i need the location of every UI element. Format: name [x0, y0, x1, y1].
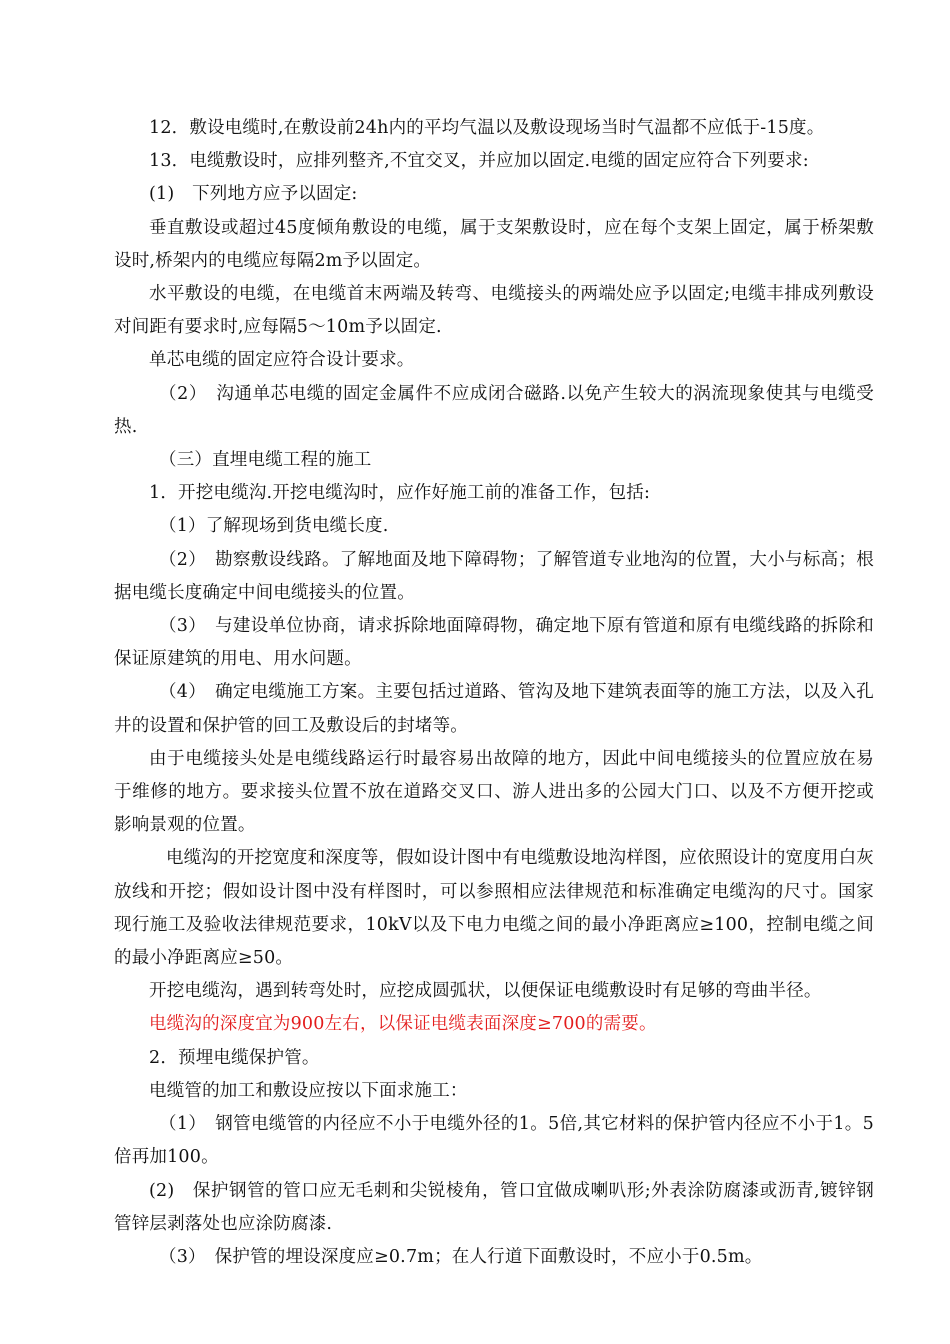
- paragraph-19: 电缆管的加工和敷设应按以下面求施工：: [149, 1080, 468, 1101]
- paragraph-14: 由于电缆接头处是电缆线路运行时最容易出故障的地方，因此中间电缆接头的位置应放在易于维修的地方。要求接头位置不放在道路交叉口、游人进出多的公园大门口、以及不方便开挖或影响景观的位置。: [114, 748, 874, 836]
- paragraph-18: 2．预埋电缆保护管。: [149, 1047, 320, 1068]
- paragraph-15: 电缆沟的开挖宽度和深度等，假如设计图中有电缆敷设地沟样图，应依照设计的宽度用白灰放线和开挖；假如设计图中没有样图时，可以参照相应法律规范和标准确定电缆沟的尺寸。国家现行施工及验收法律规范要求，10kV以及下电力电缆之间的最小净距离应≥100，控制电缆之间的最小净距离应≥50。: [114, 848, 874, 969]
- paragraph-4: 垂直敷设或超过45度倾角敷设的电缆，属于支架敷设时，应在每个支架上固定，属于桥架敷设时,桥架内的电缆应每隔2m予以固定。: [114, 217, 874, 271]
- document-page: [114, 112, 874, 1274]
- paragraph-6: 单芯电缆的固定应符合设计要求。: [149, 350, 415, 371]
- paragraph-22: （3） 保护管的埋设深度应≥0.7m；在人行道下面敷设时，不应小于0.5m。: [159, 1246, 763, 1267]
- paragraph-5: 水平敷设的电缆，在电缆首末两端及转弯、电缆接头的两端处应予以固定;电缆丰排成列敷设对间距有要求时,应每隔5～10m予以固定.: [114, 284, 874, 338]
- paragraph-3: (1) 下列地方应予以固定:: [149, 184, 358, 205]
- paragraph-16: 开挖电缆沟，遇到转弯处时，应挖成圆弧状，以便保证电缆敷设时有足够的弯曲半径。: [149, 981, 822, 1002]
- paragraph-7: （2） 沟通单芯电缆的固定金属件不应成闭合磁路.以免产生较大的涡流现象使其与电缆受热.: [114, 383, 874, 437]
- paragraph-13: （4） 确定电缆施工方案。主要包括过道路、管沟及地下建筑表面等的施工方法，以及入孔井的设置和保护管的回工及敷设后的封堵等。: [114, 682, 874, 736]
- paragraph-20: （1） 钢管电缆管的内径应不小于电缆外径的1。5倍,其它材料的保护管内径应不小于1。5倍再加100。: [114, 1114, 874, 1168]
- paragraph-1: 12．敷设电缆时,在敷设前24h内的平均气温以及敷设现场当时气温都不应低于-15度。: [149, 118, 825, 138]
- paragraph-9: 1．开挖电缆沟.开挖电缆沟时，应作好施工前的准备工作，包括:: [149, 483, 651, 504]
- section-heading: （三）直埋电缆工程的施工: [159, 450, 372, 471]
- paragraph-10: （1）了解现场到货电缆长度.: [159, 516, 389, 537]
- paragraph-21: (2) 保护钢管的管口应无毛刺和尖锐棱角，管口宜做成喇叭形;外表涂防腐漆或沥青,镀锌钢管锌层剥落处也应涂防腐漆.: [114, 1180, 874, 1234]
- paragraph-11: （2） 勘察敷设线路。了解地面及地下障碍物；了解管道专业地沟的位置，大小与标高；根据电缆长度确定中间电缆接头的位置。: [114, 549, 874, 603]
- paragraph-12: （3） 与建设单位协商，请求拆除地面障碍物，确定地下原有管道和原有电缆线路的拆除和保证原建筑的用电、用水问题。: [114, 616, 874, 670]
- highlighted-paragraph: 电缆沟的深度宜为900左右，以保证电缆表面深度≥700的需要。: [149, 1014, 657, 1035]
- paragraph-2: 13．电缆敷设时，应排列整齐,不宜交叉，并应加以固定.电缆的固定应符合下列要求:: [149, 151, 809, 172]
